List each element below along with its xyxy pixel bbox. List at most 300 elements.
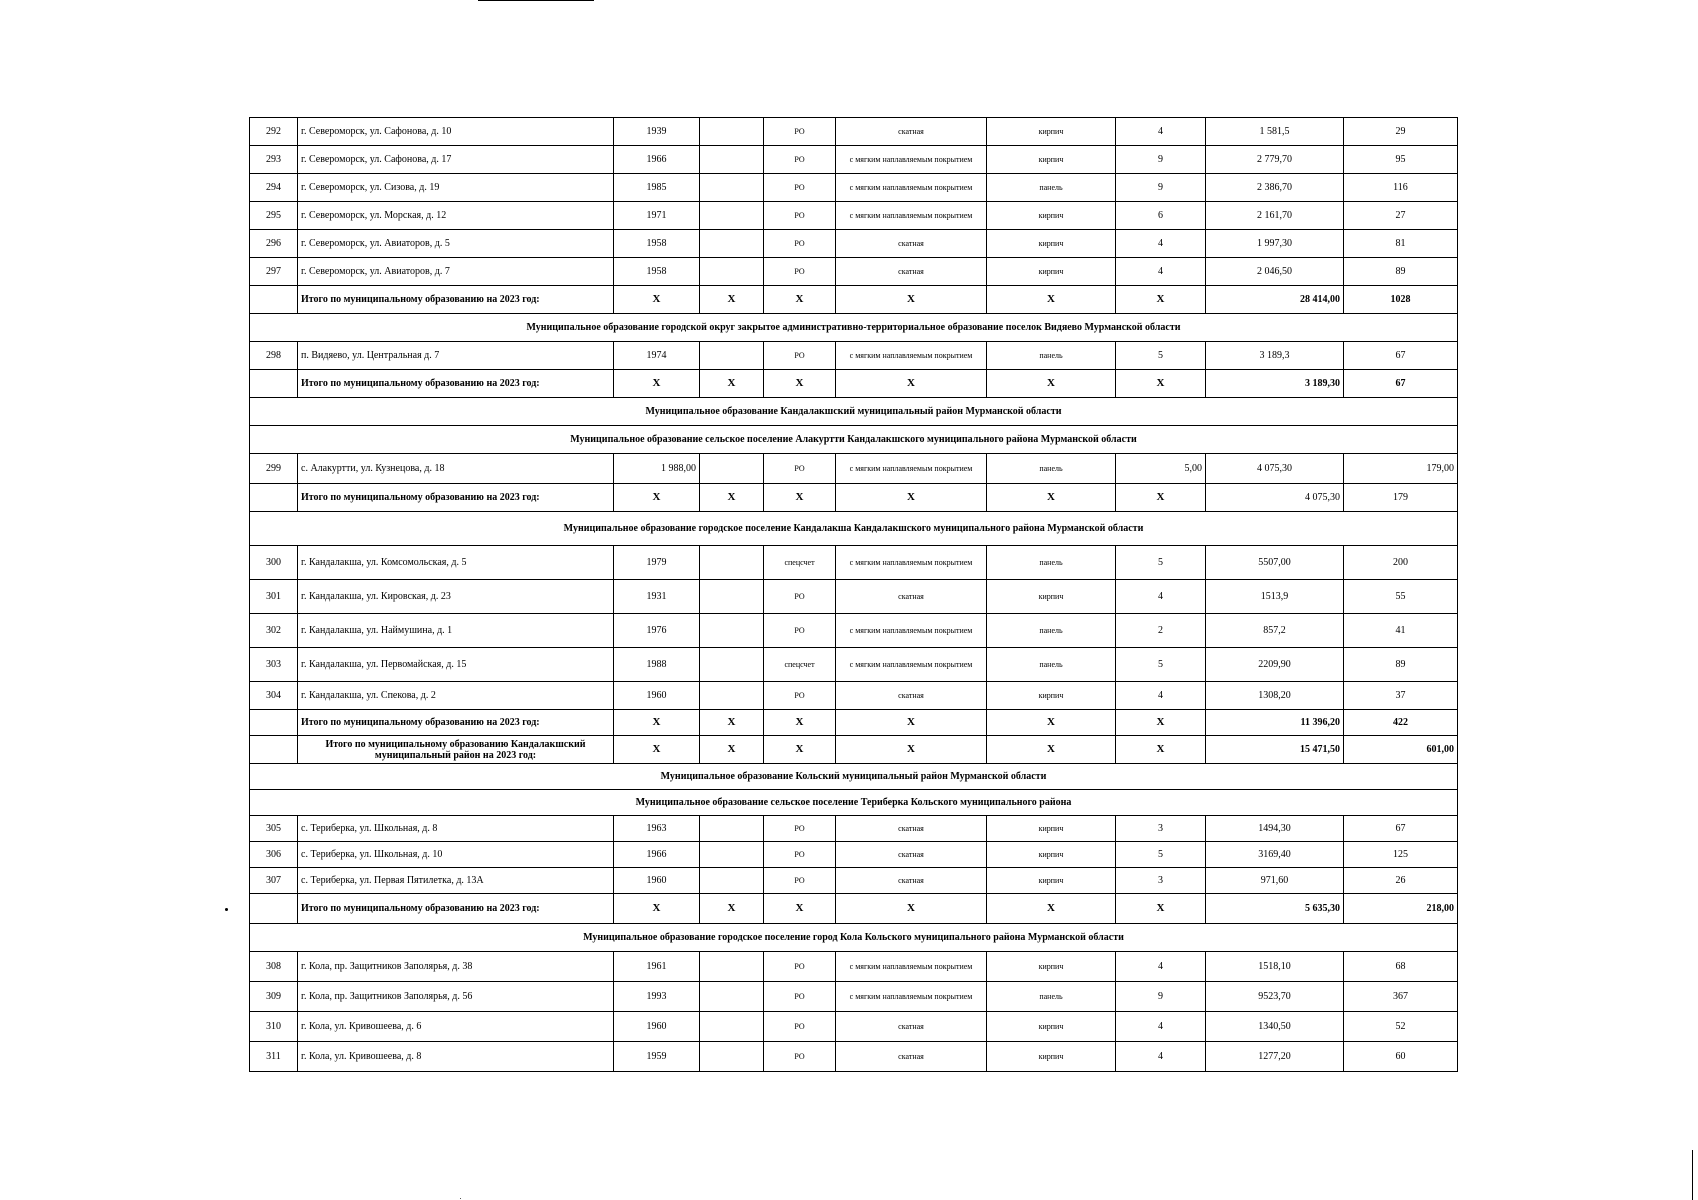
total-area: 4 075,30 — [1206, 484, 1344, 512]
area-cell: 3 189,3 — [1206, 342, 1344, 370]
table-row — [250, 614, 1458, 648]
scan-edge-line — [1692, 1150, 1693, 1200]
floors-cell: 9 — [1116, 146, 1206, 174]
empty-cell — [700, 454, 764, 484]
wall-cell: панель — [987, 454, 1116, 484]
section-header: Муниципальное образование Кольский муниципальный район Мурманской области — [250, 764, 1458, 790]
row-number: 304 — [250, 682, 298, 710]
total-residents: 218,00 — [1344, 894, 1458, 924]
empty-cell — [700, 174, 764, 202]
empty-cell — [700, 952, 764, 982]
table-row — [250, 546, 1458, 580]
x-mark-wall: X — [987, 370, 1116, 398]
roof-cell: с мягким наплавляемым покрытием — [836, 546, 987, 580]
roof-cell: с мягким наплавляемым покрытием — [836, 202, 987, 230]
empty-cell — [700, 842, 764, 868]
residents-cell: 67 — [1344, 816, 1458, 842]
address-cell: г. Кандалакша, ул. Наймушина, д. 1 — [298, 614, 614, 648]
residents-cell: 367 — [1344, 982, 1458, 1012]
x-mark-fund: X — [764, 286, 836, 314]
empty-cell — [700, 342, 764, 370]
residents-cell: 29 — [1344, 118, 1458, 146]
residents-cell: 68 — [1344, 952, 1458, 982]
x-mark-fund: X — [764, 710, 836, 736]
x-mark-col3: X — [700, 736, 764, 764]
year-cell: 1960 — [614, 682, 700, 710]
table-row — [250, 982, 1458, 1012]
total-area: 5 635,30 — [1206, 894, 1344, 924]
roof-cell: скатная — [836, 1012, 987, 1042]
roof-cell: скатная — [836, 842, 987, 868]
total-residents: 67 — [1344, 370, 1458, 398]
residents-cell: 67 — [1344, 342, 1458, 370]
area-cell: 1494,30 — [1206, 816, 1344, 842]
empty-cell — [700, 982, 764, 1012]
area-cell: 5507,00 — [1206, 546, 1344, 580]
x-mark-year: X — [614, 894, 700, 924]
address-cell: г. Кола, пр. Защитников Заполярья, д. 56 — [298, 982, 614, 1012]
fund-cell: РО — [764, 842, 836, 868]
fund-cell: РО — [764, 1012, 836, 1042]
address-cell: г. Кола, ул. Кривошеева, д. 6 — [298, 1012, 614, 1042]
section-header-row — [250, 924, 1458, 952]
wall-cell: кирпич — [987, 258, 1116, 286]
address-cell: г. Североморск, ул. Сизова, д. 19 — [298, 174, 614, 202]
section-header-row — [250, 764, 1458, 790]
empty-cell — [700, 580, 764, 614]
row-number: 293 — [250, 146, 298, 174]
x-mark-fund: X — [764, 894, 836, 924]
address-cell: г. Кола, пр. Защитников Заполярья, д. 38 — [298, 952, 614, 982]
fund-cell: РО — [764, 868, 836, 894]
wall-cell: кирпич — [987, 952, 1116, 982]
year-cell: 1979 — [614, 546, 700, 580]
area-cell: 1308,20 — [1206, 682, 1344, 710]
total-label: Итого по муниципальному образованию Кандалакшский муниципальный район на 2023 год: — [298, 736, 614, 764]
x-mark-col3: X — [700, 286, 764, 314]
x-mark-col3: X — [700, 710, 764, 736]
roof-cell: скатная — [836, 118, 987, 146]
floors-cell: 5 — [1116, 342, 1206, 370]
area-cell: 971,60 — [1206, 868, 1344, 894]
table-row — [250, 118, 1458, 146]
year-cell: 1959 — [614, 1042, 700, 1072]
year-cell: 1966 — [614, 842, 700, 868]
floors-cell: 4 — [1116, 952, 1206, 982]
fund-cell: РО — [764, 682, 836, 710]
empty-cell — [250, 710, 298, 736]
roof-cell: скатная — [836, 230, 987, 258]
wall-cell: панель — [987, 174, 1116, 202]
area-cell: 857,2 — [1206, 614, 1344, 648]
year-cell: 1966 — [614, 146, 700, 174]
table-row — [250, 230, 1458, 258]
empty-cell — [700, 868, 764, 894]
total-label: Итого по муниципальному образованию на 2023 год: — [298, 286, 614, 314]
row-number: 298 — [250, 342, 298, 370]
floors-cell: 9 — [1116, 982, 1206, 1012]
table-body — [250, 118, 1458, 1072]
floors-cell: 4 — [1116, 1042, 1206, 1072]
fund-cell: РО — [764, 202, 836, 230]
fund-cell: РО — [764, 1042, 836, 1072]
floors-cell: 4 — [1116, 230, 1206, 258]
x-mark-col3: X — [700, 894, 764, 924]
residents-cell: 200 — [1344, 546, 1458, 580]
floors-cell: 4 — [1116, 580, 1206, 614]
wall-cell: кирпич — [987, 868, 1116, 894]
floors-cell: 4 — [1116, 258, 1206, 286]
x-mark-year: X — [614, 736, 700, 764]
empty-cell — [700, 202, 764, 230]
floors-cell: 4 — [1116, 682, 1206, 710]
residents-cell: 60 — [1344, 1042, 1458, 1072]
empty-cell — [250, 484, 298, 512]
row-number: 295 — [250, 202, 298, 230]
scan-speck — [460, 1198, 461, 1199]
row-number: 307 — [250, 868, 298, 894]
x-mark-wall: X — [987, 710, 1116, 736]
residents-cell: 26 — [1344, 868, 1458, 894]
x-mark-roof: X — [836, 370, 987, 398]
fund-cell: РО — [764, 454, 836, 484]
total-area: 28 414,00 — [1206, 286, 1344, 314]
empty-cell — [250, 894, 298, 924]
section-header-row — [250, 398, 1458, 426]
year-cell: 1931 — [614, 580, 700, 614]
year-cell: 1985 — [614, 174, 700, 202]
row-number: 301 — [250, 580, 298, 614]
fund-cell: РО — [764, 580, 836, 614]
table-row — [250, 842, 1458, 868]
area-cell: 1 581,5 — [1206, 118, 1344, 146]
address-cell: с. Териберка, ул. Школьная, д. 10 — [298, 842, 614, 868]
empty-cell — [700, 230, 764, 258]
year-cell: 1971 — [614, 202, 700, 230]
year-cell: 1958 — [614, 258, 700, 286]
row-number: 303 — [250, 648, 298, 682]
residents-cell: 89 — [1344, 648, 1458, 682]
year-cell: 1960 — [614, 1012, 700, 1042]
fund-cell: РО — [764, 614, 836, 648]
x-mark-floors: X — [1116, 286, 1206, 314]
wall-cell: кирпич — [987, 146, 1116, 174]
section-header: Муниципальное образование сельское поселение Териберка Кольского муниципального района — [250, 790, 1458, 816]
row-number: 294 — [250, 174, 298, 202]
roof-cell: скатная — [836, 1042, 987, 1072]
table-row — [250, 1012, 1458, 1042]
area-cell: 2 046,50 — [1206, 258, 1344, 286]
area-cell: 1 997,30 — [1206, 230, 1344, 258]
roof-cell: скатная — [836, 816, 987, 842]
x-mark-wall: X — [987, 484, 1116, 512]
total-row — [250, 736, 1458, 764]
total-area: 11 396,20 — [1206, 710, 1344, 736]
residents-cell: 37 — [1344, 682, 1458, 710]
year-cell: 1958 — [614, 230, 700, 258]
area-cell: 1340,50 — [1206, 1012, 1344, 1042]
row-number: 302 — [250, 614, 298, 648]
fund-cell: спецсчет — [764, 546, 836, 580]
floors-cell: 5,00 — [1116, 454, 1206, 484]
wall-cell: панель — [987, 546, 1116, 580]
address-cell: г. Кола, ул. Кривошеева, д. 8 — [298, 1042, 614, 1072]
year-cell: 1963 — [614, 816, 700, 842]
year-cell: 1974 — [614, 342, 700, 370]
total-residents: 179 — [1344, 484, 1458, 512]
address-cell: г. Кандалакша, ул. Кировская, д. 23 — [298, 580, 614, 614]
total-area: 15 471,50 — [1206, 736, 1344, 764]
empty-cell — [250, 286, 298, 314]
year-cell: 1988 — [614, 648, 700, 682]
wall-cell: панель — [987, 342, 1116, 370]
x-mark-roof: X — [836, 286, 987, 314]
x-mark-floors: X — [1116, 484, 1206, 512]
table-row — [250, 174, 1458, 202]
x-mark-year: X — [614, 484, 700, 512]
wall-cell: кирпич — [987, 230, 1116, 258]
residents-cell: 41 — [1344, 614, 1458, 648]
empty-cell — [700, 648, 764, 682]
x-mark-floors: X — [1116, 710, 1206, 736]
x-mark-col3: X — [700, 484, 764, 512]
roof-cell: с мягким наплавляемым покрытием — [836, 952, 987, 982]
wall-cell: панель — [987, 614, 1116, 648]
floors-cell: 5 — [1116, 546, 1206, 580]
residents-cell: 52 — [1344, 1012, 1458, 1042]
table-row — [250, 868, 1458, 894]
x-mark-year: X — [614, 710, 700, 736]
x-mark-fund: X — [764, 370, 836, 398]
table-row — [250, 454, 1458, 484]
roof-cell: с мягким наплавляемым покрытием — [836, 174, 987, 202]
fund-cell: РО — [764, 342, 836, 370]
wall-cell: кирпич — [987, 202, 1116, 230]
residents-cell: 95 — [1344, 146, 1458, 174]
fund-cell: РО — [764, 816, 836, 842]
address-cell: г. Североморск, ул. Сафонова, д. 17 — [298, 146, 614, 174]
area-cell: 2 386,70 — [1206, 174, 1344, 202]
roof-cell: с мягким наплавляемым покрытием — [836, 454, 987, 484]
empty-cell — [700, 682, 764, 710]
roof-cell: с мягким наплавляемым покрытием — [836, 146, 987, 174]
empty-cell — [700, 118, 764, 146]
total-label: Итого по муниципальному образованию на 2023 год: — [298, 894, 614, 924]
total-label: Итого по муниципальному образованию на 2023 год: — [298, 484, 614, 512]
area-cell: 2209,90 — [1206, 648, 1344, 682]
roof-cell: с мягким наплавляемым покрытием — [836, 648, 987, 682]
residents-cell: 81 — [1344, 230, 1458, 258]
address-cell: г. Североморск, ул. Авиаторов, д. 7 — [298, 258, 614, 286]
section-header: Муниципальное образование сельское поселение Алакуртти Кандалакшского муниципального района Мурманской области — [250, 426, 1458, 454]
section-header-row — [250, 426, 1458, 454]
residents-cell: 89 — [1344, 258, 1458, 286]
housing-table — [249, 117, 1458, 1072]
x-mark-roof: X — [836, 710, 987, 736]
section-header: Муниципальное образование городской округ закрытое административно-территориальное образование поселок Видяево Мурманской области — [250, 314, 1458, 342]
table-row — [250, 682, 1458, 710]
address-cell: г. Кандалакша, ул. Первомайская, д. 15 — [298, 648, 614, 682]
fund-cell: РО — [764, 982, 836, 1012]
fund-cell: РО — [764, 146, 836, 174]
address-cell: с. Териберка, ул. Школьная, д. 8 — [298, 816, 614, 842]
empty-cell — [700, 546, 764, 580]
total-residents: 422 — [1344, 710, 1458, 736]
table-row — [250, 342, 1458, 370]
empty-cell — [250, 736, 298, 764]
x-mark-wall: X — [987, 286, 1116, 314]
fund-cell: РО — [764, 174, 836, 202]
x-mark-fund: X — [764, 736, 836, 764]
fund-cell: спецсчет — [764, 648, 836, 682]
table-row — [250, 258, 1458, 286]
residents-cell: 55 — [1344, 580, 1458, 614]
residents-cell: 179,00 — [1344, 454, 1458, 484]
year-cell: 1939 — [614, 118, 700, 146]
x-mark-year: X — [614, 370, 700, 398]
section-header-row — [250, 512, 1458, 546]
total-label: Итого по муниципальному образованию на 2023 год: — [298, 710, 614, 736]
x-mark-floors: X — [1116, 894, 1206, 924]
wall-cell: кирпич — [987, 1042, 1116, 1072]
empty-cell — [700, 816, 764, 842]
floors-cell: 4 — [1116, 1012, 1206, 1042]
x-mark-wall: X — [987, 736, 1116, 764]
section-header: Муниципальное образование Кандалакшский муниципальный район Мурманской области — [250, 398, 1458, 426]
row-number: 309 — [250, 982, 298, 1012]
year-cell: 1993 — [614, 982, 700, 1012]
section-header-row — [250, 790, 1458, 816]
table-row — [250, 202, 1458, 230]
section-header: Муниципальное образование городское поселение город Кола Кольского муниципального района Мурманской области — [250, 924, 1458, 952]
row-number: 292 — [250, 118, 298, 146]
address-cell: г. Североморск, ул. Сафонова, д. 10 — [298, 118, 614, 146]
total-residents: 601,00 — [1344, 736, 1458, 764]
area-cell: 3169,40 — [1206, 842, 1344, 868]
fund-cell: РО — [764, 258, 836, 286]
residents-cell: 116 — [1344, 174, 1458, 202]
address-cell: г. Кандалакша, ул. Комсомольская, д. 5 — [298, 546, 614, 580]
year-cell: 1960 — [614, 868, 700, 894]
residents-cell: 27 — [1344, 202, 1458, 230]
total-row — [250, 484, 1458, 512]
scan-dot — [225, 908, 228, 911]
total-label: Итого по муниципальному образованию на 2023 год: — [298, 370, 614, 398]
area-cell: 2 161,70 — [1206, 202, 1344, 230]
year-cell: 1961 — [614, 952, 700, 982]
table-row — [250, 1042, 1458, 1072]
total-row — [250, 370, 1458, 398]
x-mark-wall: X — [987, 894, 1116, 924]
floors-cell: 4 — [1116, 118, 1206, 146]
x-mark-roof: X — [836, 894, 987, 924]
row-number: 300 — [250, 546, 298, 580]
roof-cell: с мягким наплавляемым покрытием — [836, 614, 987, 648]
floors-cell: 5 — [1116, 648, 1206, 682]
roof-cell: с мягким наплавляемым покрытием — [836, 342, 987, 370]
table-row — [250, 146, 1458, 174]
floors-cell: 3 — [1116, 868, 1206, 894]
x-mark-year: X — [614, 286, 700, 314]
table-row — [250, 816, 1458, 842]
x-mark-fund: X — [764, 484, 836, 512]
wall-cell: панель — [987, 648, 1116, 682]
address-cell: г. Кандалакша, ул. Спекова, д. 2 — [298, 682, 614, 710]
area-cell: 4 075,30 — [1206, 454, 1344, 484]
area-cell: 9523,70 — [1206, 982, 1344, 1012]
total-residents: 1028 — [1344, 286, 1458, 314]
floors-cell: 6 — [1116, 202, 1206, 230]
area-cell: 1518,10 — [1206, 952, 1344, 982]
fund-cell: РО — [764, 230, 836, 258]
floors-cell: 5 — [1116, 842, 1206, 868]
row-number: 299 — [250, 454, 298, 484]
section-header: Муниципальное образование городское поселение Кандалакша Кандалакшского муниципального района Мурманской области — [250, 512, 1458, 546]
wall-cell: кирпич — [987, 682, 1116, 710]
roof-cell: скатная — [836, 682, 987, 710]
row-number: 296 — [250, 230, 298, 258]
table-row — [250, 648, 1458, 682]
row-number: 305 — [250, 816, 298, 842]
table-row — [250, 952, 1458, 982]
row-number: 308 — [250, 952, 298, 982]
x-mark-col3: X — [700, 370, 764, 398]
year-cell: 1 988,00 — [614, 454, 700, 484]
roof-cell: скатная — [836, 580, 987, 614]
floors-cell: 9 — [1116, 174, 1206, 202]
scan-top-line — [478, 0, 594, 1]
roof-cell: с мягким наплавляемым покрытием — [836, 982, 987, 1012]
empty-cell — [700, 1012, 764, 1042]
x-mark-floors: X — [1116, 736, 1206, 764]
x-mark-roof: X — [836, 736, 987, 764]
section-header-row — [250, 314, 1458, 342]
residents-cell: 125 — [1344, 842, 1458, 868]
floors-cell: 2 — [1116, 614, 1206, 648]
row-number: 311 — [250, 1042, 298, 1072]
x-mark-floors: X — [1116, 370, 1206, 398]
address-cell: с. Териберка, ул. Первая Пятилетка, д. 13А — [298, 868, 614, 894]
empty-cell — [700, 146, 764, 174]
empty-cell — [700, 1042, 764, 1072]
x-mark-roof: X — [836, 484, 987, 512]
wall-cell: панель — [987, 982, 1116, 1012]
address-cell: г. Североморск, ул. Авиаторов, д. 5 — [298, 230, 614, 258]
area-cell: 1513,9 — [1206, 580, 1344, 614]
empty-cell — [250, 370, 298, 398]
fund-cell: РО — [764, 118, 836, 146]
address-cell: с. Алакуртти, ул. Кузнецова, д. 18 — [298, 454, 614, 484]
table-row — [250, 580, 1458, 614]
row-number: 297 — [250, 258, 298, 286]
roof-cell: скатная — [836, 868, 987, 894]
wall-cell: кирпич — [987, 816, 1116, 842]
empty-cell — [700, 614, 764, 648]
total-row — [250, 894, 1458, 924]
area-cell: 2 779,70 — [1206, 146, 1344, 174]
wall-cell: кирпич — [987, 580, 1116, 614]
floors-cell: 3 — [1116, 816, 1206, 842]
year-cell: 1976 — [614, 614, 700, 648]
wall-cell: кирпич — [987, 842, 1116, 868]
row-number: 306 — [250, 842, 298, 868]
row-number: 310 — [250, 1012, 298, 1042]
area-cell: 1277,20 — [1206, 1042, 1344, 1072]
fund-cell: РО — [764, 952, 836, 982]
address-cell: п. Видяево, ул. Центральная д. 7 — [298, 342, 614, 370]
total-row — [250, 286, 1458, 314]
roof-cell: скатная — [836, 258, 987, 286]
